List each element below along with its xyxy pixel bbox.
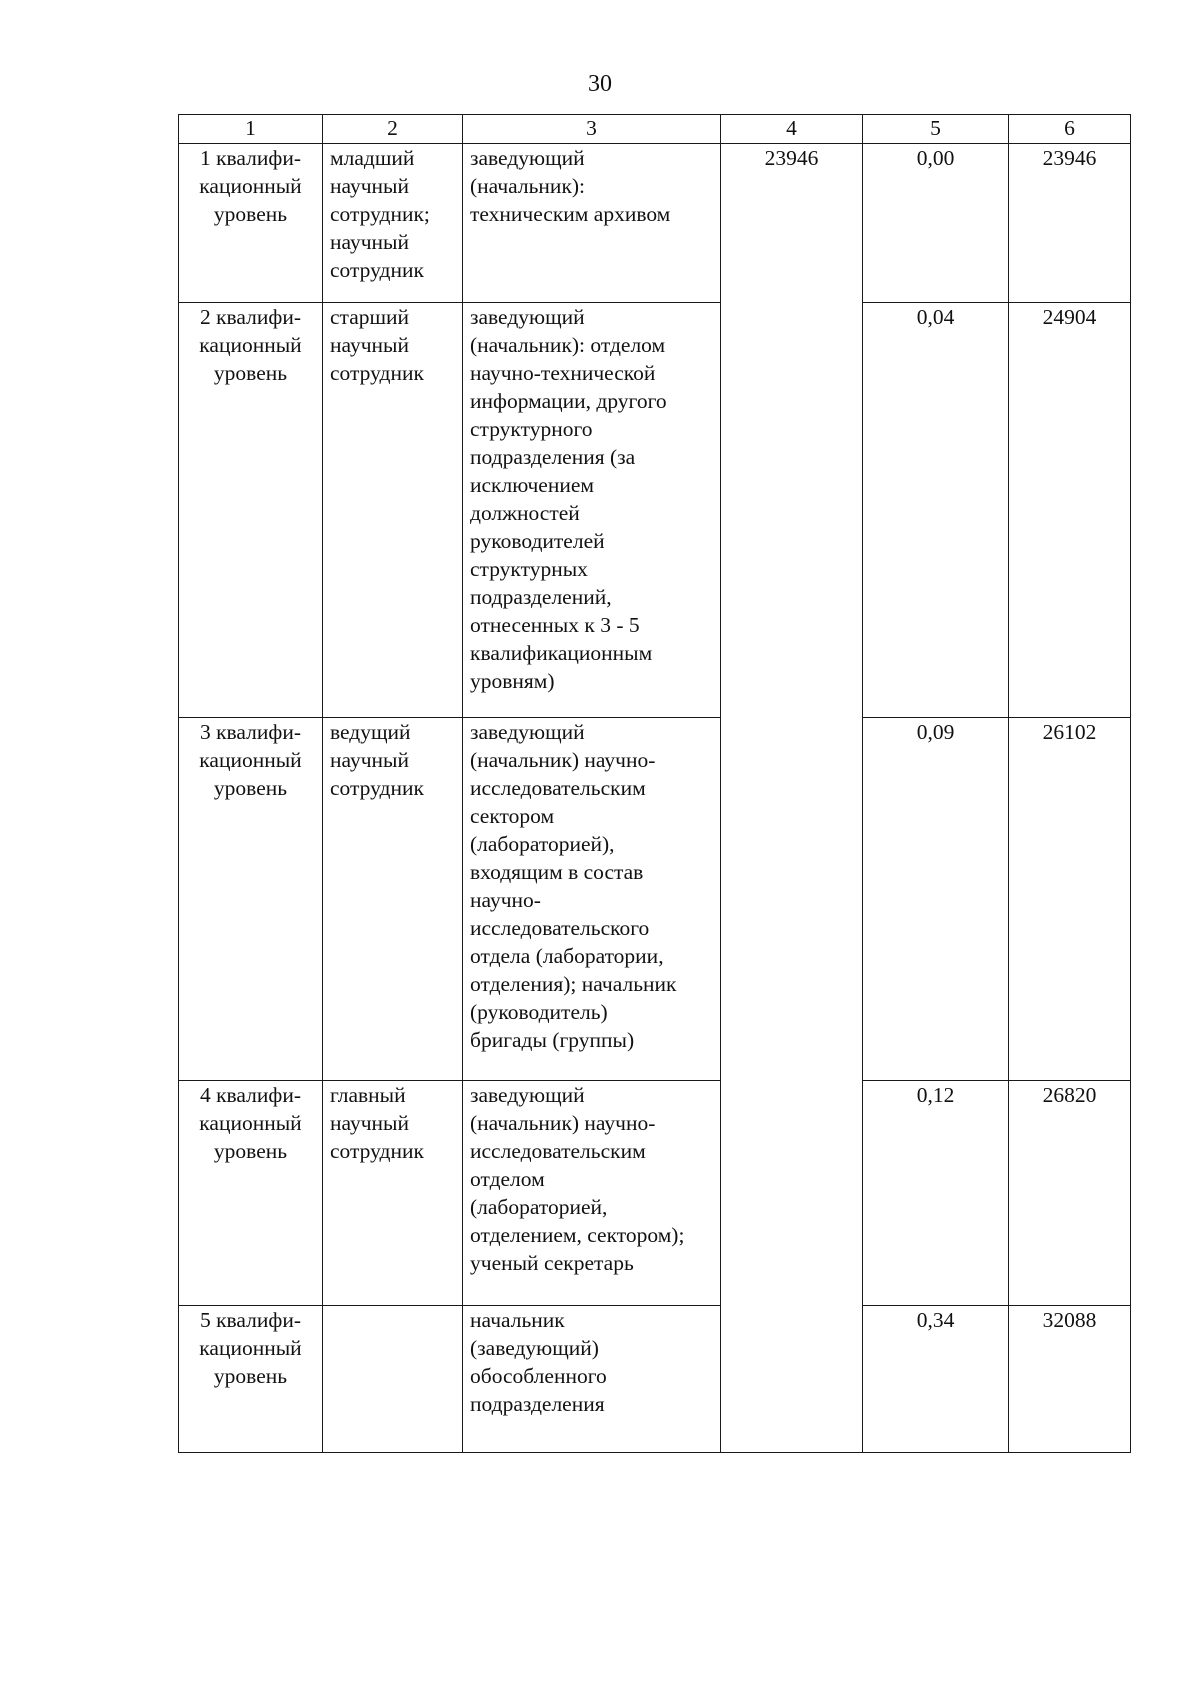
column-header-6: 6 <box>1009 115 1131 144</box>
table-row <box>179 144 1131 303</box>
column-header-1: 1 <box>179 115 323 144</box>
base-salary: 23946 <box>721 144 863 1453</box>
page-number: 30 <box>588 71 612 97</box>
increase-coefficient: 0,34 <box>863 1306 1009 1453</box>
qualification-level: 2 квалифи- кационный уровень <box>179 303 323 718</box>
salary-amount: 23946 <box>1009 144 1131 303</box>
column-header-3: 3 <box>463 115 721 144</box>
salary-amount: 26102 <box>1009 718 1131 1081</box>
position-list: старший научный сотрудник <box>323 303 463 718</box>
position-list: главный научный сотрудник <box>323 1081 463 1306</box>
table-row <box>179 718 1131 1081</box>
salary-amount: 32088 <box>1009 1306 1131 1453</box>
manager-position-list: заведующий (начальник) научно- исследовательским отделом (лабораторией, отделением, сектором); ученый секретарь <box>463 1081 721 1306</box>
position-list: ведущий научный сотрудник <box>323 718 463 1081</box>
header-row <box>179 115 1131 144</box>
increase-coefficient: 0,12 <box>863 1081 1009 1306</box>
manager-position-list: заведующий (начальник): техническим архивом <box>463 144 721 303</box>
column-header-4: 4 <box>721 115 863 144</box>
table-row <box>179 303 1131 718</box>
qualification-level: 5 квалифи- кационный уровень <box>179 1306 323 1453</box>
qualification-level: 4 квалифи- кационный уровень <box>179 1081 323 1306</box>
manager-position-list: заведующий (начальник): отделом научно-технической информации, другого структурного подразделения (за исключением должностей руководителей структурных подразделений, отнесенных к 3 - 5 квалификационным уровням) <box>463 303 721 718</box>
column-header-5: 5 <box>863 115 1009 144</box>
position-list <box>323 1306 463 1453</box>
increase-coefficient: 0,00 <box>863 144 1009 303</box>
position-list: младший научный сотрудник; научный сотрудник <box>323 144 463 303</box>
salary-table <box>178 114 1131 1453</box>
salary-amount: 24904 <box>1009 303 1131 718</box>
manager-position-list: заведующий (начальник) научно- исследовательским сектором (лабораторией), входящим в состав научно- исследовательского отдела (лаборатории, отделения); начальник (руководитель) бригады (группы) <box>463 718 721 1081</box>
qualification-level: 3 квалифи- кационный уровень <box>179 718 323 1081</box>
increase-coefficient: 0,04 <box>863 303 1009 718</box>
qualification-level: 1 квалифи- кационный уровень <box>179 144 323 303</box>
increase-coefficient: 0,09 <box>863 718 1009 1081</box>
salary-amount: 26820 <box>1009 1081 1131 1306</box>
column-header-2: 2 <box>323 115 463 144</box>
table-row <box>179 1306 1131 1453</box>
table-row <box>179 1081 1131 1306</box>
manager-position-list: начальник (заведующий) обособленного подразделения <box>463 1306 721 1453</box>
